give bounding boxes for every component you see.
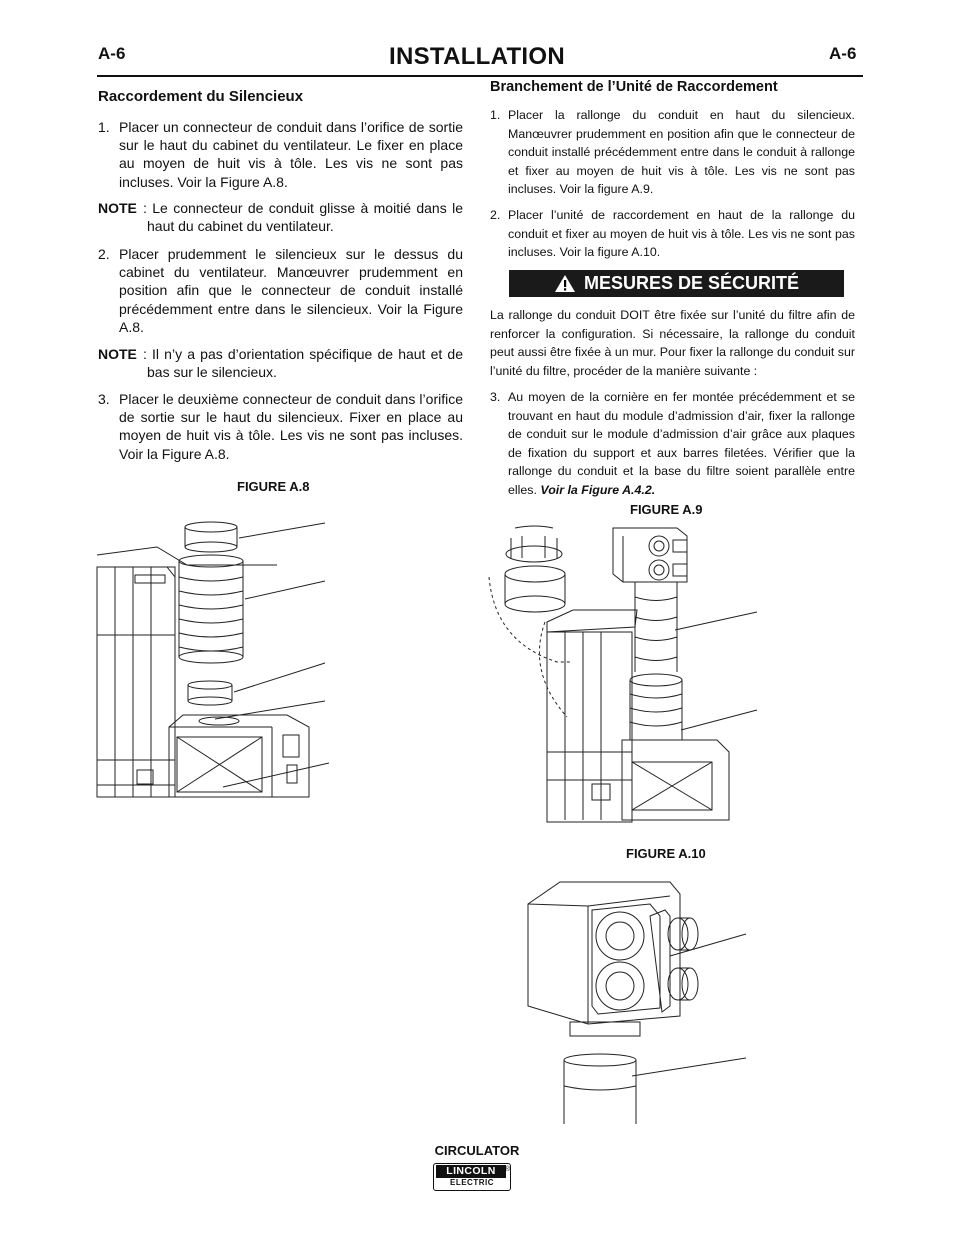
left-step-2 bbox=[98, 245, 463, 336]
right-step-2 bbox=[490, 206, 855, 262]
step-text: Placer l’unité de raccordement en haut de la rallonge du conduit et fixer au moyen de huit vis à tôle. Les vis ne sont pas incluses. Voir la figure A.10. bbox=[508, 208, 855, 260]
left-step-1 bbox=[98, 118, 463, 191]
figure-a9-drawing bbox=[487, 522, 762, 820]
note-text: : Le connecteur de conduit glisse à moitié dans le haut du cabinet du ventilateur. bbox=[143, 200, 463, 235]
right-step-3 bbox=[490, 388, 855, 500]
step-number: 1. bbox=[490, 108, 501, 122]
safety-banner bbox=[509, 270, 844, 297]
step-text: Placer le deuxième connecteur de conduit dans l’orifice de sortie sur le haut du silencieux. Fixer en place au moyen de huit vis à tôle. Les vis ne sont pas incluses. Voir la Figure A.8. bbox=[119, 391, 463, 462]
figure-a10-drawing bbox=[520, 876, 750, 1126]
logo-bottom-text: ELECTRIC bbox=[450, 1178, 494, 1187]
right-heading: Branchement de l’Unité de Raccordement bbox=[490, 79, 778, 95]
note-label: NOTE bbox=[98, 346, 137, 362]
lincoln-electric-logo bbox=[433, 1163, 511, 1191]
figure-a8-drawing bbox=[97, 515, 342, 805]
logo-top-text: LINCOLN bbox=[436, 1165, 506, 1178]
step-number: 1. bbox=[98, 119, 110, 135]
note-label: NOTE bbox=[98, 200, 137, 216]
left-heading: Raccordement du Silencieux bbox=[98, 88, 304, 105]
header-rule bbox=[97, 75, 863, 77]
left-note-1 bbox=[98, 199, 463, 235]
figure-a8-label: FIGURE A.8 bbox=[237, 479, 310, 494]
page-title: INSTALLATION bbox=[388, 43, 566, 70]
safety-text: La rallonge du conduit DOIT être fixée sur l’unité du filtre afin de renforcer la configuration. Si nécessaire, la rallonge du conduit peut aussi être fixée à un mur. Pour fixer la rallonge du conduit sur l’unité du filtre, procéder de la manière suivante : bbox=[490, 308, 855, 378]
step-number: 2. bbox=[98, 246, 110, 262]
figure-a10-label: FIGURE A.10 bbox=[626, 846, 706, 861]
step-text: Placer prudemment le silencieux sur le dessus du cabinet du ventilateur. Manœuvrer prudemment en position afin que le connecteur de conduit installé précédemment entre dans le silencieux. Voir la Figure A.8. bbox=[119, 246, 463, 335]
safety-title: MESURES DE SÉCURITÉ bbox=[583, 273, 800, 293]
step-number: 2. bbox=[490, 208, 501, 222]
step-number: 3. bbox=[490, 390, 501, 404]
step-text: Au moyen de la cornière en fer montée précédemment et se trouvant en haut du module d’admission d’air, fixer la rallonge de conduit sur le module d’admission d’air grâce aux plaques de fixation du support et aux barres filetées. Vérifier que la rallonge du conduit et la base du filtre soient parallèle entre elles. bbox=[508, 390, 855, 497]
step-text: Placer un connecteur de conduit dans l’orifice de sortie sur le haut du cabinet du ventilateur. Le fixer en place au moyen de huit vis à tôle. Les vis ne sont pas incluses. Voir la Figure A.8. bbox=[119, 119, 463, 190]
warning-icon bbox=[554, 274, 576, 293]
step-text: Placer la rallonge du conduit en haut du silencieux. Manœuvrer prudemment en position afin que le connecteur de conduit installé précédemment entre dans le conduit à rallonge et fixer au moyen de huit vis à tôle. Les vis ne sont pas incluses. Voir la figure A.9. bbox=[508, 108, 855, 197]
page-number-right: A-6 bbox=[829, 44, 857, 63]
step-number: 3. bbox=[98, 391, 110, 407]
left-step-3 bbox=[98, 390, 463, 463]
left-note-2 bbox=[98, 345, 463, 381]
note-text: : Il n’y a pas d’orientation spécifique de haut et de bas sur le silencieux. bbox=[143, 346, 463, 381]
right-step-1 bbox=[490, 106, 855, 199]
figure-a9-label: FIGURE A.9 bbox=[630, 502, 703, 517]
figure-reference: Voir la Figure A.4.2. bbox=[540, 482, 656, 497]
registered-mark-icon: ® bbox=[504, 1166, 510, 1173]
product-name: CIRCULATOR bbox=[434, 1143, 520, 1158]
page-number-left: A-6 bbox=[98, 44, 126, 63]
